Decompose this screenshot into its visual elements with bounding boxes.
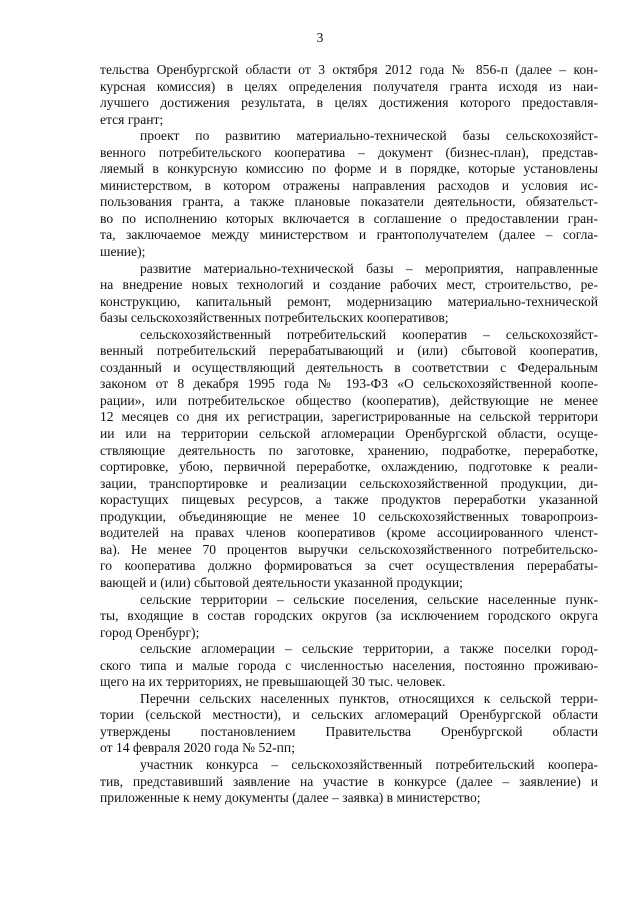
paragraph-line: утверждены постановлением Правительства Оренбургской области [100,723,598,739]
paragraph-line: сельские территории – сельские поселения, сельские населенные пунк- [140,591,598,607]
paragraph-line: на внедрение новых технологий и создание рабочих мест, строительство, ре- [100,277,598,293]
paragraph-line: ии или на территории сельской агломерации Оренбургской области, осуще- [100,426,598,442]
paragraph [100,62,598,128]
page-number: 3 [316,30,324,45]
paragraph-line: министерством, в котором отражены направления расходов и условия ис- [100,177,598,193]
paragraph-line: конструкцию, капитальный ремонт, модернизацию материально-технической [100,293,598,309]
paragraph-line: Перечни сельских населенных пунктов, относящихся к сельской терри- [140,690,598,706]
paragraph-line: город Оренбург); [100,624,200,640]
paragraph-line: та, заключаемое между министерством и грантополучателем (далее – согла- [100,227,598,243]
paragraph-line: го кооператива должно формироваться за счет осуществления перерабаты- [100,558,598,574]
paragraph [100,327,598,592]
paragraph-line: пользования гранта, а также плановые показатели деятельности, обязательст- [100,194,598,210]
paragraph-line: шение); [100,244,146,260]
paragraph-line: водителей на правах членов кооперативов (кроме ассоциированного членст- [100,525,598,541]
paragraph-line: тив, представивший заявление на участие в конкурсе (далее – заявление) и [100,773,598,789]
paragraph-line: щего на их территориях, не превышающей 30 тыс. человек. [100,674,446,690]
paragraph-line: ется грант; [100,111,164,127]
paragraph [100,757,598,807]
paragraph-line: курсная комиссия) в целях определения получателя гранта исходя из наи- [100,78,598,94]
paragraph-line: продукции, объединяющие не менее 10 сельскохозяйственных товаропроиз- [100,508,598,524]
paragraph-line: во по исполнению которых включается в соглашение о предоставлении гран- [100,210,598,226]
paragraph-line: венного потребительского кооператива – документ (бизнес-план), представ- [100,144,598,160]
paragraph-line: проект по развитию материально-технической базы сельскохозяйст- [140,128,598,144]
paragraph-line: базы сельскохозяйственных потребительских кооперативов; [100,310,449,326]
paragraph [100,691,598,757]
paragraph-line: ва). Не менее 70 процентов выручки сельскохозяйственного потребительско- [100,541,598,557]
paragraph-line: сортировке, убою, первичной переработке, охлаждению, подготовке к реали- [100,459,598,475]
paragraph-line: лучшего достижения результата, в целях достижения которого предоставля- [100,95,598,111]
paragraph-line: законом от 8 декабря 1995 года № 193-ФЗ «О сельскохозяйственной коопе- [100,376,598,392]
paragraph-line: сельскохозяйственный потребительский кооператив – сельскохозяйст- [140,326,598,342]
paragraph-line: от 14 февраля 2020 года № 52-пп; [100,740,295,756]
paragraph [100,592,598,642]
paragraph-line: созданный и осуществляющий деятельность в соответствии с Федеральным [100,359,598,375]
paragraph-line: приложенные к нему документы (далее – заявка) в министерство; [100,790,481,806]
paragraph-line: зации, транспортировке и реализации сельскохозяйственной продукции, ди- [100,475,598,491]
paragraph-line: развитие материально-технической базы – мероприятия, направленные [140,260,598,276]
document-body [100,62,598,807]
paragraph-line: корастущих пищевых ресурсов, а также продуктов переработки указанной [100,492,598,508]
paragraph-line: участник конкурса – сельскохозяйственный потребительский коопера- [140,756,598,772]
paragraph [100,128,598,260]
paragraph-line: ты, входящие в состав городских округов (за исключением городского округа [100,608,598,624]
paragraph-line: ского типа и малые города с численностью населения, постоянно проживаю- [100,657,598,673]
paragraph-line: вающей и (или) сбытовой деятельности указанной продукции; [100,574,463,590]
paragraph [100,261,598,327]
paragraph-line: ствляющие деятельность по заготовке, хранению, подработке, переработке, [100,442,598,458]
paragraph-line: ляемый в конкурсную комиссию по форме и в порядке, которые установлены [100,161,598,177]
paragraph-line: сельские агломерации – сельские территории, а также поселки город- [140,641,598,657]
paragraph-line: венный потребительский перерабатывающий и (или) сбытовой кооператив, [100,343,598,359]
paragraph-line: 12 месяцев со дня их регистрации, зарегистрированные на сельской территори [100,409,598,425]
paragraph-line: тельства Оренбургской области от 3 октября 2012 года № 856-п (далее – кон- [100,62,598,77]
paragraph-line: рации», или потребительское общество (кооператив), действующие не менее [100,392,598,408]
paragraph [100,641,598,691]
paragraph-line: тории (сельской местности), и сельских агломераций Оренбургской области [100,707,598,723]
